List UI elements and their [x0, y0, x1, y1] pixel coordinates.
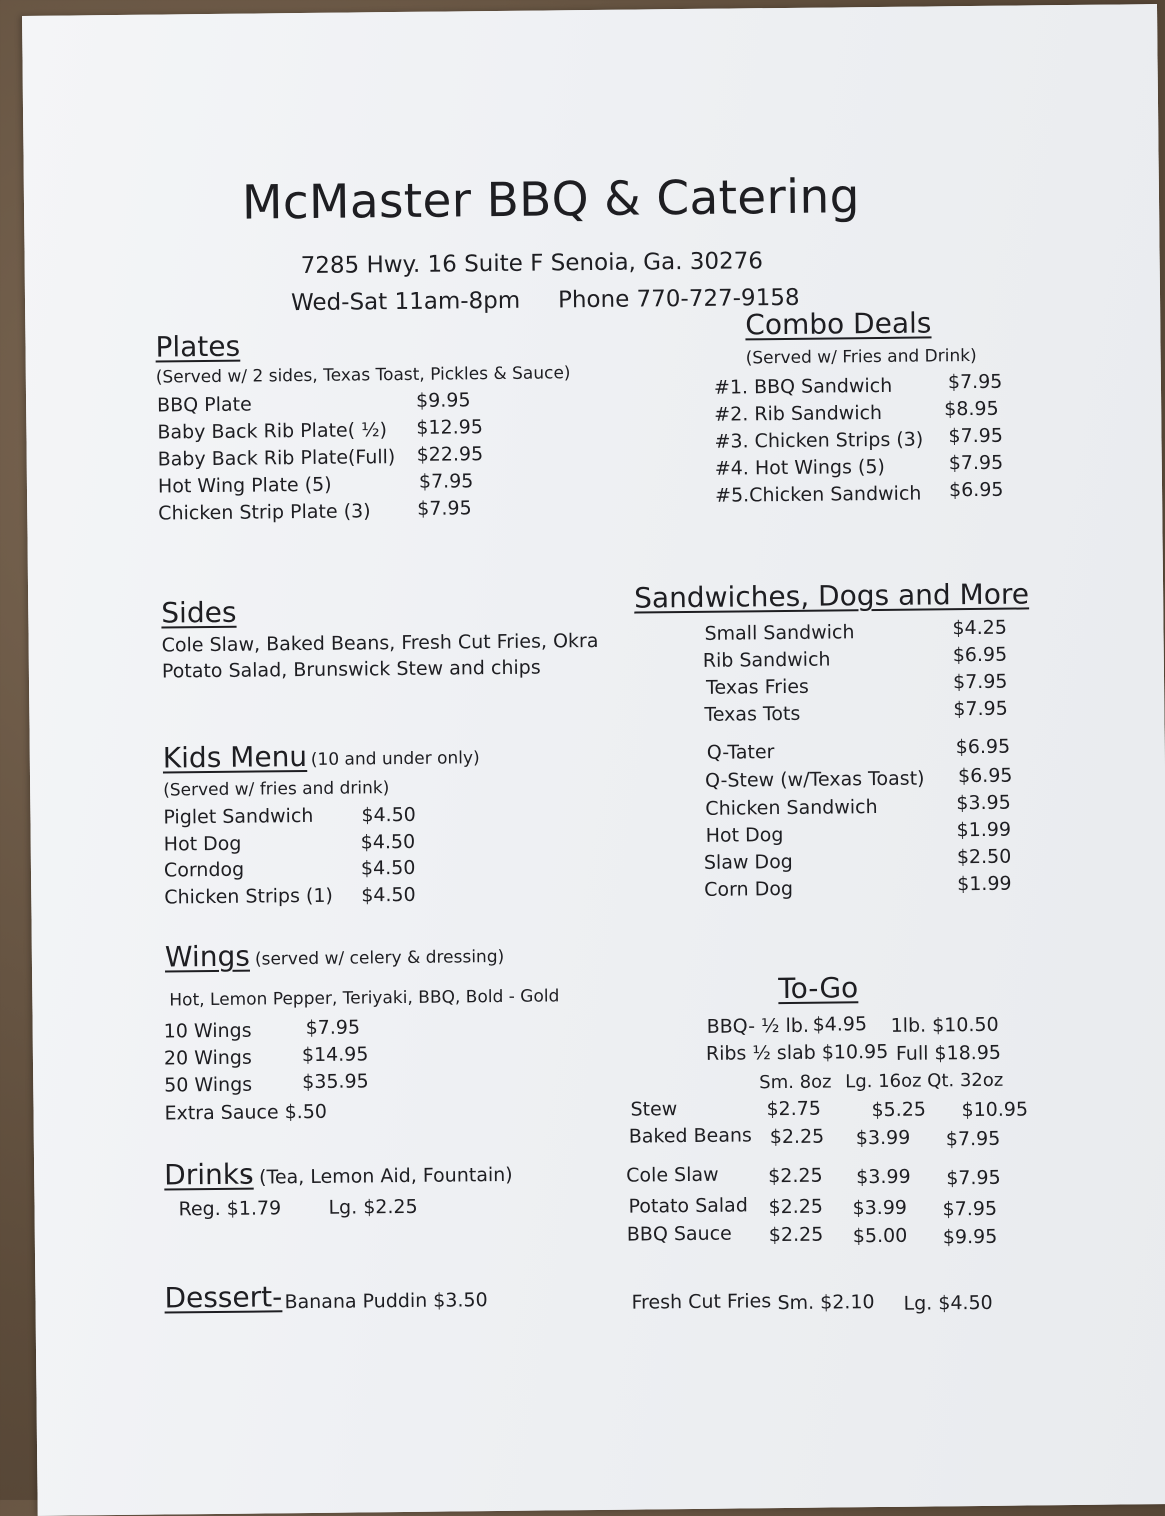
list-item: Hot Dog — [163, 832, 242, 856]
phone: Phone 770-727-9158 — [557, 284, 800, 314]
address: 7285 Hwy. 16 Suite F Senoia, Ga. 30276 — [300, 248, 764, 280]
item-price: $7.95 — [948, 424, 1004, 448]
togo-ribs-label: Ribs ½ slab $10.95 — [705, 1040, 889, 1065]
list-item: Corn Dog — [704, 877, 794, 901]
extra-sauce: Extra Sauce $.50 — [164, 1100, 328, 1125]
table-cell: $3.99 — [855, 1126, 911, 1150]
list-item: 10 Wings — [163, 1019, 252, 1043]
wings-qualifier: (served w/ celery & dressing) — [254, 946, 505, 970]
wings-flavors: Hot, Lemon Pepper, Teriyaki, BBQ, Bold - Gold — [169, 986, 560, 1011]
item-price: $35.95 — [302, 1070, 369, 1094]
table-cell: $2.75 — [766, 1097, 822, 1121]
item-price: $7.95 — [952, 670, 1008, 694]
kids-qualifier: (10 and under only) — [310, 748, 480, 770]
togo-fries-label: Fresh Cut Fries — [631, 1290, 772, 1314]
togo-heading: To-Go — [778, 971, 859, 1006]
item-price: $4.50 — [360, 830, 416, 854]
kids-heading: Kids Menu — [162, 739, 308, 775]
drinks-heading: Drinks — [164, 1157, 254, 1192]
sides-line-2: Potato Salad, Brunswick Stew and chips — [161, 656, 541, 683]
menu-sheet — [22, 4, 1165, 1516]
list-item: Piglet Sandwich — [163, 804, 314, 829]
list-item: Q-Stew (w/Texas Toast) — [704, 767, 925, 792]
item-price: $7.95 — [953, 697, 1008, 721]
hours: Wed-Sat 11am-8pm — [290, 287, 521, 317]
list-item: #5.Chicken Sandwich — [714, 482, 922, 507]
item-price: $12.95 — [416, 416, 483, 439]
item-price: $4.25 — [952, 616, 1008, 640]
size-header-lg: Lg. 16oz — [845, 1070, 922, 1093]
togo-fries-sm: Sm. $2.10 — [777, 1291, 875, 1315]
sides-heading: Sides — [161, 595, 237, 630]
table-cell: $7.95 — [942, 1197, 998, 1221]
item-price: $7.95 — [947, 370, 1003, 394]
table-cell: $9.95 — [942, 1225, 998, 1249]
list-item: Texas Fries — [705, 675, 810, 699]
list-item: Baby Back Rib Plate(Full) — [157, 446, 396, 471]
list-item: Hot Wing Plate (5) — [157, 473, 332, 498]
item-price: $7.95 — [418, 470, 474, 493]
list-item: BBQ Plate — [157, 393, 252, 417]
table-cell: $5.25 — [871, 1098, 927, 1122]
table-row-label: BBQ Sauce — [626, 1222, 732, 1246]
size-header-sm: Sm. 8oz — [759, 1071, 832, 1094]
combo-note: (Served w/ Fries and Drink) — [745, 345, 977, 369]
item-price: $22.95 — [416, 443, 484, 466]
list-item: Small Sandwich — [704, 621, 855, 645]
plates-heading: Plates — [155, 329, 241, 364]
drinks-qualifier: - (Tea, Lemon Aid, Fountain) — [246, 1163, 513, 1189]
item-price: $9.95 — [415, 389, 471, 412]
item-price: $8.95 — [944, 397, 999, 421]
item-price: $1.99 — [957, 872, 1012, 896]
item-price: $4.50 — [360, 856, 416, 880]
size-header-qt: Qt. 32oz — [927, 1069, 1004, 1092]
drinks-large: Lg. $2.25 — [328, 1195, 418, 1219]
item-price: $2.50 — [956, 845, 1012, 869]
table-cell: $7.95 — [945, 1127, 1001, 1151]
item-price: $6.95 — [952, 643, 1008, 667]
sandwiches-heading: Sandwiches, Dogs and More — [633, 577, 1030, 615]
list-item: #1. BBQ Sandwich — [713, 374, 893, 399]
item-price: $3.95 — [956, 791, 1011, 815]
togo-fries-lg: Lg. $4.50 — [903, 1291, 993, 1315]
table-cell: $2.25 — [768, 1223, 824, 1247]
togo-bbq-half: $4.95 — [812, 1013, 868, 1036]
combo-heading: Combo Deals — [745, 306, 932, 342]
list-item: #3. Chicken Strips (3) — [714, 428, 924, 453]
table-row-label: Cole Slaw — [626, 1163, 719, 1187]
wings-heading: Wings — [164, 939, 251, 974]
list-item: #2. Rib Sandwich — [714, 401, 883, 426]
item-price: $14.95 — [301, 1043, 369, 1067]
togo-bbq-full: 1lb. $10.50 — [890, 1013, 999, 1037]
togo-ribs-full: Full $18.95 — [895, 1041, 1002, 1065]
table-cell: $2.25 — [769, 1125, 825, 1149]
list-item: Slaw Dog — [703, 850, 793, 874]
item-price: $7.95 — [417, 497, 472, 520]
list-item: Q-Tater — [706, 741, 775, 764]
item-price: $6.95 — [955, 735, 1011, 759]
list-item: Texas Tots — [704, 702, 801, 726]
dessert-heading: Dessert- — [164, 1280, 283, 1315]
list-item: 20 Wings — [163, 1046, 252, 1070]
list-item: Hot Dog — [705, 824, 784, 847]
item-price: $6.95 — [957, 764, 1013, 788]
table-cell: $3.99 — [856, 1165, 911, 1189]
drinks-regular: Reg. $1.79 — [178, 1197, 282, 1221]
item-price: $7.95 — [305, 1016, 361, 1040]
table-row-label: Stew — [630, 1098, 678, 1121]
table-cell: $10.95 — [961, 1098, 1029, 1122]
item-price: $1.99 — [956, 818, 1012, 842]
table-cell: $3.99 — [852, 1196, 908, 1220]
restaurant-title: McMaster BBQ & Catering — [241, 169, 860, 231]
dessert-item: Banana Puddin $3.50 — [284, 1289, 488, 1314]
list-item: Chicken Strip Plate (3) — [158, 500, 371, 525]
table-cell: $5.00 — [852, 1224, 908, 1248]
list-item: #4. Hot Wings (5) — [714, 455, 886, 480]
item-price: $7.95 — [948, 451, 1004, 475]
list-item: 50 Wings — [164, 1073, 253, 1097]
list-item: Baby Back Rib Plate( ½) — [157, 419, 388, 444]
table-cell: $2.25 — [768, 1164, 823, 1188]
item-price: $4.50 — [361, 883, 416, 907]
item-price: $4.50 — [361, 803, 416, 827]
list-item: Chicken Sandwich — [705, 796, 878, 820]
kids-note: (Served w/ fries and drink) — [163, 778, 390, 801]
item-price: $6.95 — [948, 478, 1004, 502]
plates-note: (Served w/ 2 sides, Texas Toast, Pickles & Sauce) — [155, 363, 571, 388]
list-item: Corndog — [163, 858, 245, 882]
list-item: Chicken Strips (1) — [164, 884, 334, 909]
table-row-label: Baked Beans — [628, 1124, 753, 1148]
sides-line-1: Cole Slaw, Baked Beans, Fresh Cut Fries, Okra — [161, 629, 599, 657]
togo-bbq-label: BBQ- ½ lb. — [706, 1014, 810, 1038]
table-cell: $2.25 — [768, 1195, 824, 1219]
table-cell: $7.95 — [946, 1166, 1001, 1190]
table-row-label: Potato Salad — [628, 1194, 748, 1218]
list-item: Rib Sandwich — [702, 648, 831, 672]
